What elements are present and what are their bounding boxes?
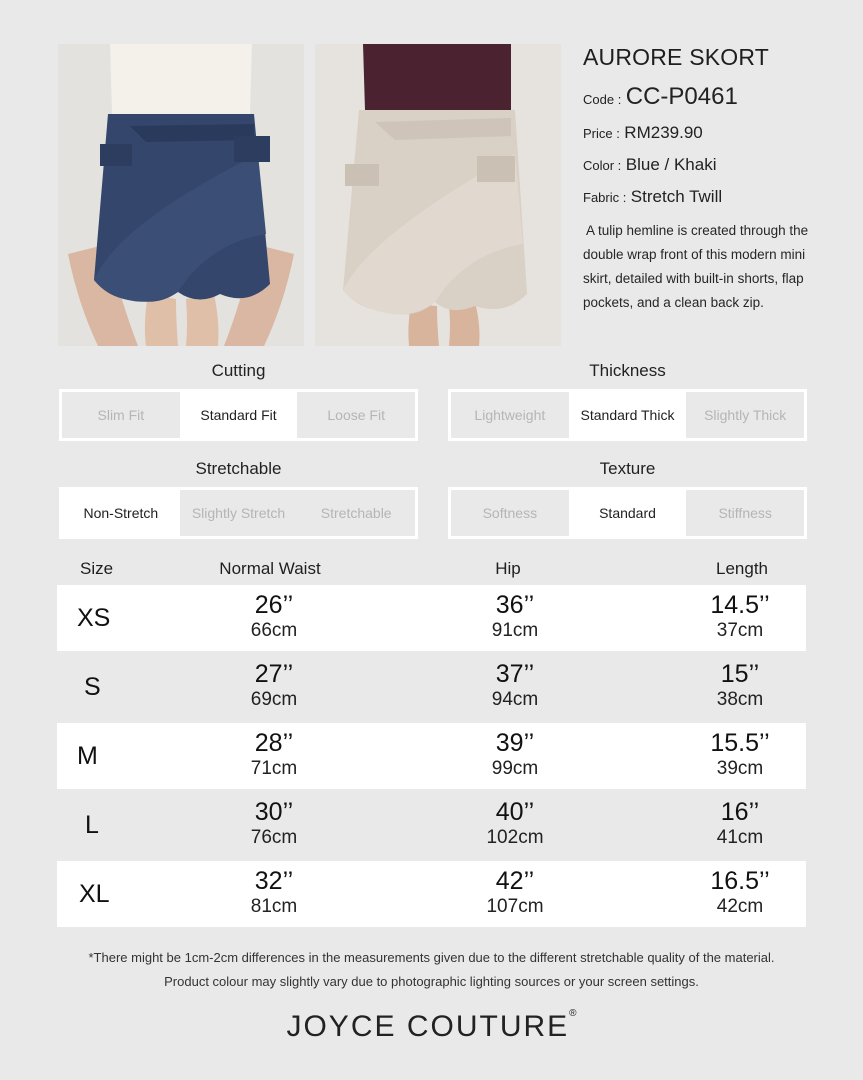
unit-cm: cm [512,758,539,779]
unit-cm: cm [518,896,544,917]
waist-cm: 81 [250,896,272,917]
unit-cm: cm [512,689,539,710]
texture-title: Texture [599,459,656,478]
product-photo-blue [58,44,304,346]
unit-cm: cm [271,689,298,710]
product-code-row [583,83,853,111]
stretchable-option-non-stretch: Non-Stretch [62,490,180,536]
color-label: Color : [583,158,622,173]
length-cm: 39 [716,758,738,779]
thickness-option-slightly-thick: Slightly Thick [704,407,787,423]
hip-cm: 94 [491,689,513,710]
product-color: Blue / Khaki [625,155,717,174]
cutting-selector [59,389,418,441]
waist-cm: 71 [250,758,272,779]
length-inches: 15.5’’ [710,729,770,757]
unit-cm: cm [271,620,298,641]
thickness-option-standard-thick: Standard Thick [569,392,687,438]
length-inches: 16’’ [720,798,760,826]
hip-cell [445,869,585,916]
hip-cm: 99 [491,758,513,779]
hip-cell [445,731,585,778]
hip-header: Hip [495,559,521,578]
brand-name: JOYCE COUTURE [286,1010,570,1043]
product-fabric-row [583,187,853,207]
stretchable-title: Stretchable [195,459,282,478]
product-info [583,40,853,315]
thickness-selector [448,389,807,441]
cutting-option-slim-fit: Slim Fit [97,407,145,423]
unit-cm: cm [271,827,298,848]
code-label: Code : [583,92,622,107]
unit-cm: cm [737,758,764,779]
hip-inches: 37’’ [495,660,535,688]
price-label: Price : [583,126,620,141]
cutting-title: Cutting [211,361,266,380]
product-fabric: Stretch Twill [630,187,723,206]
product-name: AURORE SKORT [583,44,770,70]
unit-cm: cm [512,620,539,641]
unit-cm: cm [518,827,544,848]
size-label: XS [77,604,111,632]
hip-cell [445,593,585,640]
texture-option-standard: Standard [569,490,687,536]
table-row [57,585,806,651]
registered-mark: ® [569,1008,577,1019]
length-cell [670,869,810,916]
waist-inches: 32’’ [254,867,294,895]
brand-logo [0,1010,863,1044]
unit-cm: cm [271,896,298,917]
stretchable-selector [59,487,418,539]
product-color-row [583,155,853,175]
texture-selector [448,487,807,539]
unit-cm: cm [737,620,764,641]
length-cell [670,662,810,709]
hip-cm: 107 [486,896,519,917]
size-label: L [85,811,99,839]
fabric-label: Fabric : [583,190,627,205]
waist-cell [204,593,344,640]
hip-inches: 40’’ [495,798,535,826]
length-cell [670,731,810,778]
table-row [57,861,806,927]
waist-cell [204,662,344,709]
product-photo-khaki [315,44,561,346]
texture-option-stiffness: Stiffness [718,505,772,521]
stretchable-option-slightly-stretch: Slightly Stretch [191,505,286,521]
length-cell [670,800,810,847]
cutting-option-loose-fit: Loose Fit [327,407,385,423]
hip-inches: 39’’ [495,729,535,757]
hip-inches: 42’’ [495,867,535,895]
table-row [57,654,806,720]
table-row [57,792,806,858]
table-row [57,723,806,789]
product-code: CC-P0461 [625,83,738,110]
cutting-option-standard-fit: Standard Fit [180,392,298,438]
size-label: XL [79,880,110,908]
hip-cell [445,662,585,709]
waist-inches: 30’’ [254,798,294,826]
measurement-note: *There might be 1cm-2cm differences in the measurements given due to the different stretchable quality of the material. [88,950,775,965]
size-label: S [84,673,101,701]
product-price: RM239.90 [624,123,703,142]
hip-cm: 102 [486,827,519,848]
product-description: A tulip hemline is created through the double wrap front of this modern mini skirt, detailed with built-in shorts, flap pockets, and a clean back zip. [583,223,809,310]
length-cell [670,593,810,640]
unit-cm: cm [737,896,764,917]
length-cm: 42 [716,896,738,917]
waist-inches: 27’’ [254,660,294,688]
length-cm: 38 [716,689,738,710]
hip-cm: 91 [491,620,513,641]
length-inches: 15’’ [720,660,760,688]
unit-cm: cm [737,827,764,848]
hip-cell [445,800,585,847]
length-header: Length [716,559,768,578]
unit-cm: cm [737,689,764,710]
waist-cm: 76 [250,827,272,848]
waist-cm: 66 [250,620,272,641]
stretchable-option-stretchable: Stretchable [320,505,392,521]
length-cm: 41 [716,827,738,848]
unit-cm: cm [271,758,298,779]
hip-inches: 36’’ [495,591,535,619]
length-cm: 37 [716,620,738,641]
texture-option-softness: Softness [482,505,538,521]
colour-note: Product colour may slightly vary due to photographic lighting sources or your screen settings. [164,974,699,989]
thickness-title: Thickness [589,361,666,380]
waist-cell [204,731,344,778]
waist-cm: 69 [250,689,272,710]
length-inches: 16.5’’ [710,867,770,895]
waist-inches: 28’’ [254,729,294,757]
length-inches: 14.5’’ [710,591,770,619]
waist-cell [204,869,344,916]
thickness-option-lightweight: Lightweight [474,407,546,423]
waist-cell [204,800,344,847]
size-header: Size [80,559,114,578]
waist-header: Normal Waist [219,559,321,578]
waist-inches: 26’’ [254,591,294,619]
size-label: M [77,742,98,770]
product-price-row [583,123,853,143]
